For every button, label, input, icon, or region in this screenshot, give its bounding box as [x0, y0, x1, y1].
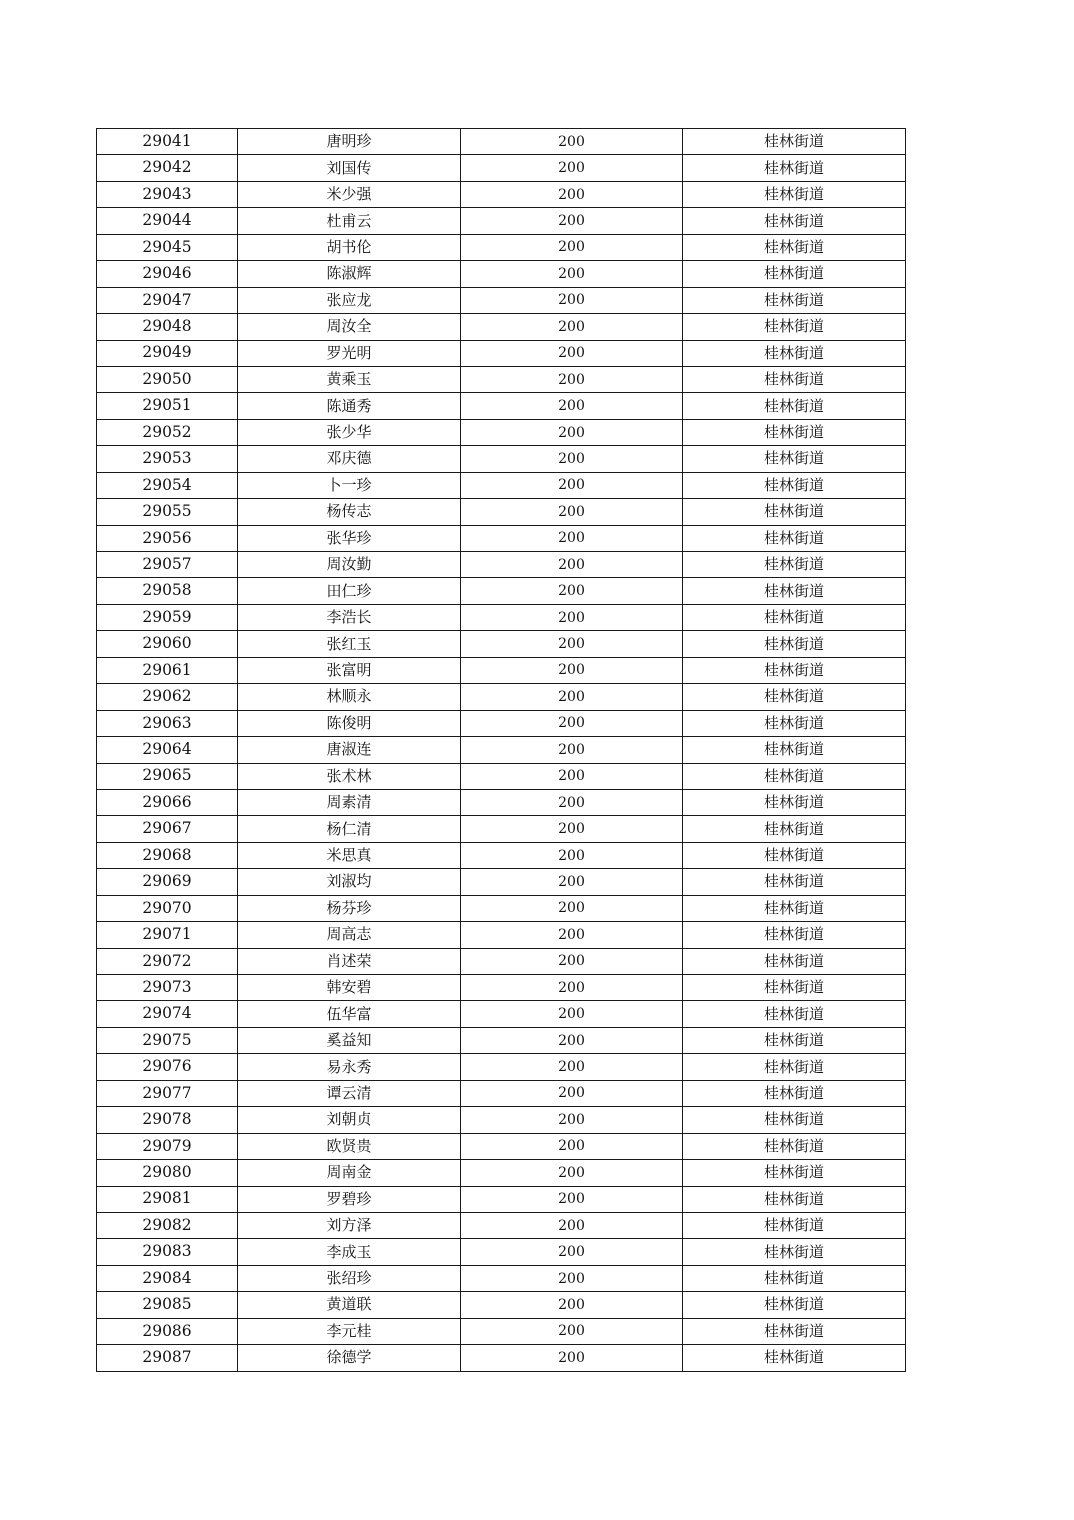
cell-street: 桂林街道: [683, 710, 906, 736]
cell-name: 罗光明: [238, 340, 461, 366]
cell-amount: 200: [461, 684, 683, 710]
cell-amount: 200: [461, 657, 683, 683]
table-row: [97, 261, 906, 287]
cell-id: 29073: [97, 975, 238, 1001]
cell-amount: 200: [461, 1345, 683, 1371]
cell-name: 邓庆德: [238, 446, 461, 472]
cell-id: 29067: [97, 816, 238, 842]
cell-street: 桂林街道: [683, 816, 906, 842]
cell-name: 唐淑连: [238, 737, 461, 763]
table-row: [97, 446, 906, 472]
table-row: [97, 604, 906, 630]
cell-amount: 200: [461, 393, 683, 419]
cell-amount: 200: [461, 1001, 683, 1027]
cell-amount: 200: [461, 763, 683, 789]
cell-id: 29042: [97, 155, 238, 181]
cell-name: 唐明珍: [238, 129, 461, 155]
cell-id: 29065: [97, 763, 238, 789]
cell-id: 29081: [97, 1186, 238, 1212]
cell-amount: 200: [461, 1133, 683, 1159]
cell-street: 桂林街道: [683, 922, 906, 948]
table-row: [97, 525, 906, 551]
cell-name: 徐德学: [238, 1345, 461, 1371]
cell-id: 29084: [97, 1265, 238, 1291]
cell-name: 刘淑均: [238, 869, 461, 895]
cell-name: 李浩长: [238, 604, 461, 630]
cell-street: 桂林街道: [683, 1054, 906, 1080]
cell-id: 29070: [97, 895, 238, 921]
cell-street: 桂林街道: [683, 1160, 906, 1186]
cell-id: 29072: [97, 948, 238, 974]
cell-street: 桂林街道: [683, 1345, 906, 1371]
cell-id: 29063: [97, 710, 238, 736]
cell-street: 桂林街道: [683, 472, 906, 498]
cell-amount: 200: [461, 208, 683, 234]
cell-amount: 200: [461, 1186, 683, 1212]
cell-name: 易永秀: [238, 1054, 461, 1080]
cell-street: 桂林街道: [683, 763, 906, 789]
cell-id: 29086: [97, 1318, 238, 1344]
table-body: [97, 129, 906, 1372]
cell-street: 桂林街道: [683, 1212, 906, 1238]
table-row: [97, 314, 906, 340]
cell-name: 米思真: [238, 842, 461, 868]
cell-street: 桂林街道: [683, 1133, 906, 1159]
table-row: [97, 1001, 906, 1027]
cell-name: 杨传志: [238, 499, 461, 525]
cell-id: 29056: [97, 525, 238, 551]
table-row: [97, 419, 906, 445]
cell-id: 29060: [97, 631, 238, 657]
cell-name: 周南金: [238, 1160, 461, 1186]
table-row: [97, 1027, 906, 1053]
cell-street: 桂林街道: [683, 1080, 906, 1106]
cell-name: 张红玉: [238, 631, 461, 657]
cell-id: 29049: [97, 340, 238, 366]
cell-amount: 200: [461, 287, 683, 313]
table-row: [97, 869, 906, 895]
cell-street: 桂林街道: [683, 895, 906, 921]
table-row: [97, 842, 906, 868]
cell-amount: 200: [461, 181, 683, 207]
table-row: [97, 1345, 906, 1371]
cell-street: 桂林街道: [683, 181, 906, 207]
cell-name: 周高志: [238, 922, 461, 948]
cell-id: 29087: [97, 1345, 238, 1371]
cell-name: 张富明: [238, 657, 461, 683]
cell-name: 陈通秀: [238, 393, 461, 419]
cell-id: 29082: [97, 1212, 238, 1238]
cell-street: 桂林街道: [683, 552, 906, 578]
cell-name: 伍华富: [238, 1001, 461, 1027]
cell-name: 胡书伦: [238, 234, 461, 260]
table-row: [97, 1212, 906, 1238]
cell-amount: 200: [461, 816, 683, 842]
cell-amount: 200: [461, 1027, 683, 1053]
cell-street: 桂林街道: [683, 631, 906, 657]
cell-amount: 200: [461, 499, 683, 525]
table-row: [97, 1186, 906, 1212]
cell-amount: 200: [461, 1054, 683, 1080]
cell-street: 桂林街道: [683, 208, 906, 234]
cell-street: 桂林街道: [683, 1107, 906, 1133]
cell-street: 桂林街道: [683, 1292, 906, 1318]
table-row: [97, 948, 906, 974]
cell-id: 29041: [97, 129, 238, 155]
cell-name: 张应龙: [238, 287, 461, 313]
cell-id: 29061: [97, 657, 238, 683]
cell-name: 张华珍: [238, 525, 461, 551]
cell-street: 桂林街道: [683, 366, 906, 392]
cell-name: 杨芬珍: [238, 895, 461, 921]
cell-name: 杨仁清: [238, 816, 461, 842]
cell-street: 桂林街道: [683, 340, 906, 366]
cell-street: 桂林街道: [683, 604, 906, 630]
cell-street: 桂林街道: [683, 393, 906, 419]
cell-name: 刘方泽: [238, 1212, 461, 1238]
cell-id: 29051: [97, 393, 238, 419]
cell-amount: 200: [461, 366, 683, 392]
cell-name: 罗碧珍: [238, 1186, 461, 1212]
cell-name: 卜一珍: [238, 472, 461, 498]
table-row: [97, 895, 906, 921]
cell-street: 桂林街道: [683, 314, 906, 340]
cell-amount: 200: [461, 631, 683, 657]
table-row: [97, 1107, 906, 1133]
cell-amount: 200: [461, 895, 683, 921]
table-row: [97, 366, 906, 392]
cell-name: 陈俊明: [238, 710, 461, 736]
table-row: [97, 578, 906, 604]
cell-amount: 200: [461, 710, 683, 736]
cell-name: 米少强: [238, 181, 461, 207]
cell-name: 周汝全: [238, 314, 461, 340]
table-row: [97, 1160, 906, 1186]
cell-id: 29069: [97, 869, 238, 895]
cell-id: 29077: [97, 1080, 238, 1106]
cell-street: 桂林街道: [683, 155, 906, 181]
cell-street: 桂林街道: [683, 842, 906, 868]
table-row: [97, 181, 906, 207]
cell-street: 桂林街道: [683, 419, 906, 445]
table-row: [97, 631, 906, 657]
cell-amount: 200: [461, 578, 683, 604]
cell-name: 黄道联: [238, 1292, 461, 1318]
cell-name: 周汝勤: [238, 552, 461, 578]
cell-amount: 200: [461, 737, 683, 763]
cell-id: 29062: [97, 684, 238, 710]
cell-id: 29050: [97, 366, 238, 392]
cell-amount: 200: [461, 1292, 683, 1318]
cell-street: 桂林街道: [683, 948, 906, 974]
cell-amount: 200: [461, 234, 683, 260]
data-table: [96, 128, 906, 1372]
cell-amount: 200: [461, 472, 683, 498]
cell-id: 29045: [97, 234, 238, 260]
cell-amount: 200: [461, 1107, 683, 1133]
cell-amount: 200: [461, 1239, 683, 1265]
table-row: [97, 1054, 906, 1080]
cell-id: 29044: [97, 208, 238, 234]
cell-street: 桂林街道: [683, 234, 906, 260]
cell-name: 张少华: [238, 419, 461, 445]
table-row: [97, 393, 906, 419]
cell-amount: 200: [461, 789, 683, 815]
cell-name: 张绍珍: [238, 1265, 461, 1291]
cell-amount: 200: [461, 155, 683, 181]
cell-amount: 200: [461, 340, 683, 366]
cell-amount: 200: [461, 314, 683, 340]
cell-street: 桂林街道: [683, 446, 906, 472]
table-row: [97, 234, 906, 260]
cell-amount: 200: [461, 419, 683, 445]
cell-id: 29076: [97, 1054, 238, 1080]
cell-id: 29074: [97, 1001, 238, 1027]
table-row: [97, 922, 906, 948]
table-row: [97, 1080, 906, 1106]
cell-name: 刘国传: [238, 155, 461, 181]
cell-street: 桂林街道: [683, 261, 906, 287]
cell-amount: 200: [461, 1265, 683, 1291]
cell-amount: 200: [461, 975, 683, 1001]
cell-name: 张术林: [238, 763, 461, 789]
cell-amount: 200: [461, 552, 683, 578]
table-row: [97, 287, 906, 313]
cell-street: 桂林街道: [683, 657, 906, 683]
table-row: [97, 552, 906, 578]
cell-amount: 200: [461, 842, 683, 868]
cell-id: 29048: [97, 314, 238, 340]
cell-id: 29043: [97, 181, 238, 207]
cell-street: 桂林街道: [683, 975, 906, 1001]
table-row: [97, 472, 906, 498]
cell-name: 谭云清: [238, 1080, 461, 1106]
cell-amount: 200: [461, 869, 683, 895]
cell-street: 桂林街道: [683, 1265, 906, 1291]
cell-street: 桂林街道: [683, 1001, 906, 1027]
cell-amount: 200: [461, 1318, 683, 1344]
cell-id: 29083: [97, 1239, 238, 1265]
cell-street: 桂林街道: [683, 525, 906, 551]
cell-id: 29075: [97, 1027, 238, 1053]
cell-name: 周素清: [238, 789, 461, 815]
cell-name: 肖述荣: [238, 948, 461, 974]
cell-name: 黄乘玉: [238, 366, 461, 392]
table-row: [97, 975, 906, 1001]
table-row: [97, 657, 906, 683]
cell-amount: 200: [461, 1160, 683, 1186]
cell-amount: 200: [461, 948, 683, 974]
cell-amount: 200: [461, 1080, 683, 1106]
cell-id: 29047: [97, 287, 238, 313]
cell-id: 29071: [97, 922, 238, 948]
table-row: [97, 208, 906, 234]
cell-id: 29046: [97, 261, 238, 287]
cell-id: 29052: [97, 419, 238, 445]
table-row: [97, 684, 906, 710]
cell-amount: 200: [461, 1212, 683, 1238]
table-row: [97, 499, 906, 525]
cell-name: 欧贤贵: [238, 1133, 461, 1159]
cell-id: 29079: [97, 1133, 238, 1159]
cell-name: 李成玉: [238, 1239, 461, 1265]
cell-id: 29064: [97, 737, 238, 763]
table-row: [97, 1318, 906, 1344]
cell-street: 桂林街道: [683, 129, 906, 155]
cell-amount: 200: [461, 261, 683, 287]
cell-amount: 200: [461, 446, 683, 472]
cell-street: 桂林街道: [683, 1186, 906, 1212]
cell-street: 桂林街道: [683, 287, 906, 313]
cell-street: 桂林街道: [683, 1318, 906, 1344]
cell-street: 桂林街道: [683, 1027, 906, 1053]
cell-id: 29054: [97, 472, 238, 498]
cell-id: 29085: [97, 1292, 238, 1318]
cell-amount: 200: [461, 129, 683, 155]
cell-name: 韩安碧: [238, 975, 461, 1001]
cell-street: 桂林街道: [683, 1239, 906, 1265]
table-row: [97, 340, 906, 366]
cell-id: 29080: [97, 1160, 238, 1186]
cell-id: 29058: [97, 578, 238, 604]
cell-street: 桂林街道: [683, 737, 906, 763]
table-row: [97, 816, 906, 842]
cell-street: 桂林街道: [683, 789, 906, 815]
cell-name: 奚益知: [238, 1027, 461, 1053]
cell-street: 桂林街道: [683, 499, 906, 525]
cell-id: 29053: [97, 446, 238, 472]
table-row: [97, 1292, 906, 1318]
cell-name: 陈淑辉: [238, 261, 461, 287]
cell-amount: 200: [461, 525, 683, 551]
table-row: [97, 710, 906, 736]
table-row: [97, 763, 906, 789]
cell-street: 桂林街道: [683, 869, 906, 895]
table-row: [97, 129, 906, 155]
cell-id: 29057: [97, 552, 238, 578]
cell-amount: 200: [461, 922, 683, 948]
cell-name: 田仁珍: [238, 578, 461, 604]
table-row: [97, 789, 906, 815]
table-row: [97, 1133, 906, 1159]
cell-id: 29066: [97, 789, 238, 815]
cell-id: 29068: [97, 842, 238, 868]
cell-name: 杜甫云: [238, 208, 461, 234]
table-row: [97, 1239, 906, 1265]
table-row: [97, 737, 906, 763]
cell-name: 李元桂: [238, 1318, 461, 1344]
cell-street: 桂林街道: [683, 684, 906, 710]
cell-id: 29055: [97, 499, 238, 525]
cell-name: 刘朝贞: [238, 1107, 461, 1133]
cell-id: 29078: [97, 1107, 238, 1133]
cell-amount: 200: [461, 604, 683, 630]
cell-id: 29059: [97, 604, 238, 630]
table-row: [97, 1265, 906, 1291]
cell-name: 林顺永: [238, 684, 461, 710]
table-row: [97, 155, 906, 181]
cell-street: 桂林街道: [683, 578, 906, 604]
